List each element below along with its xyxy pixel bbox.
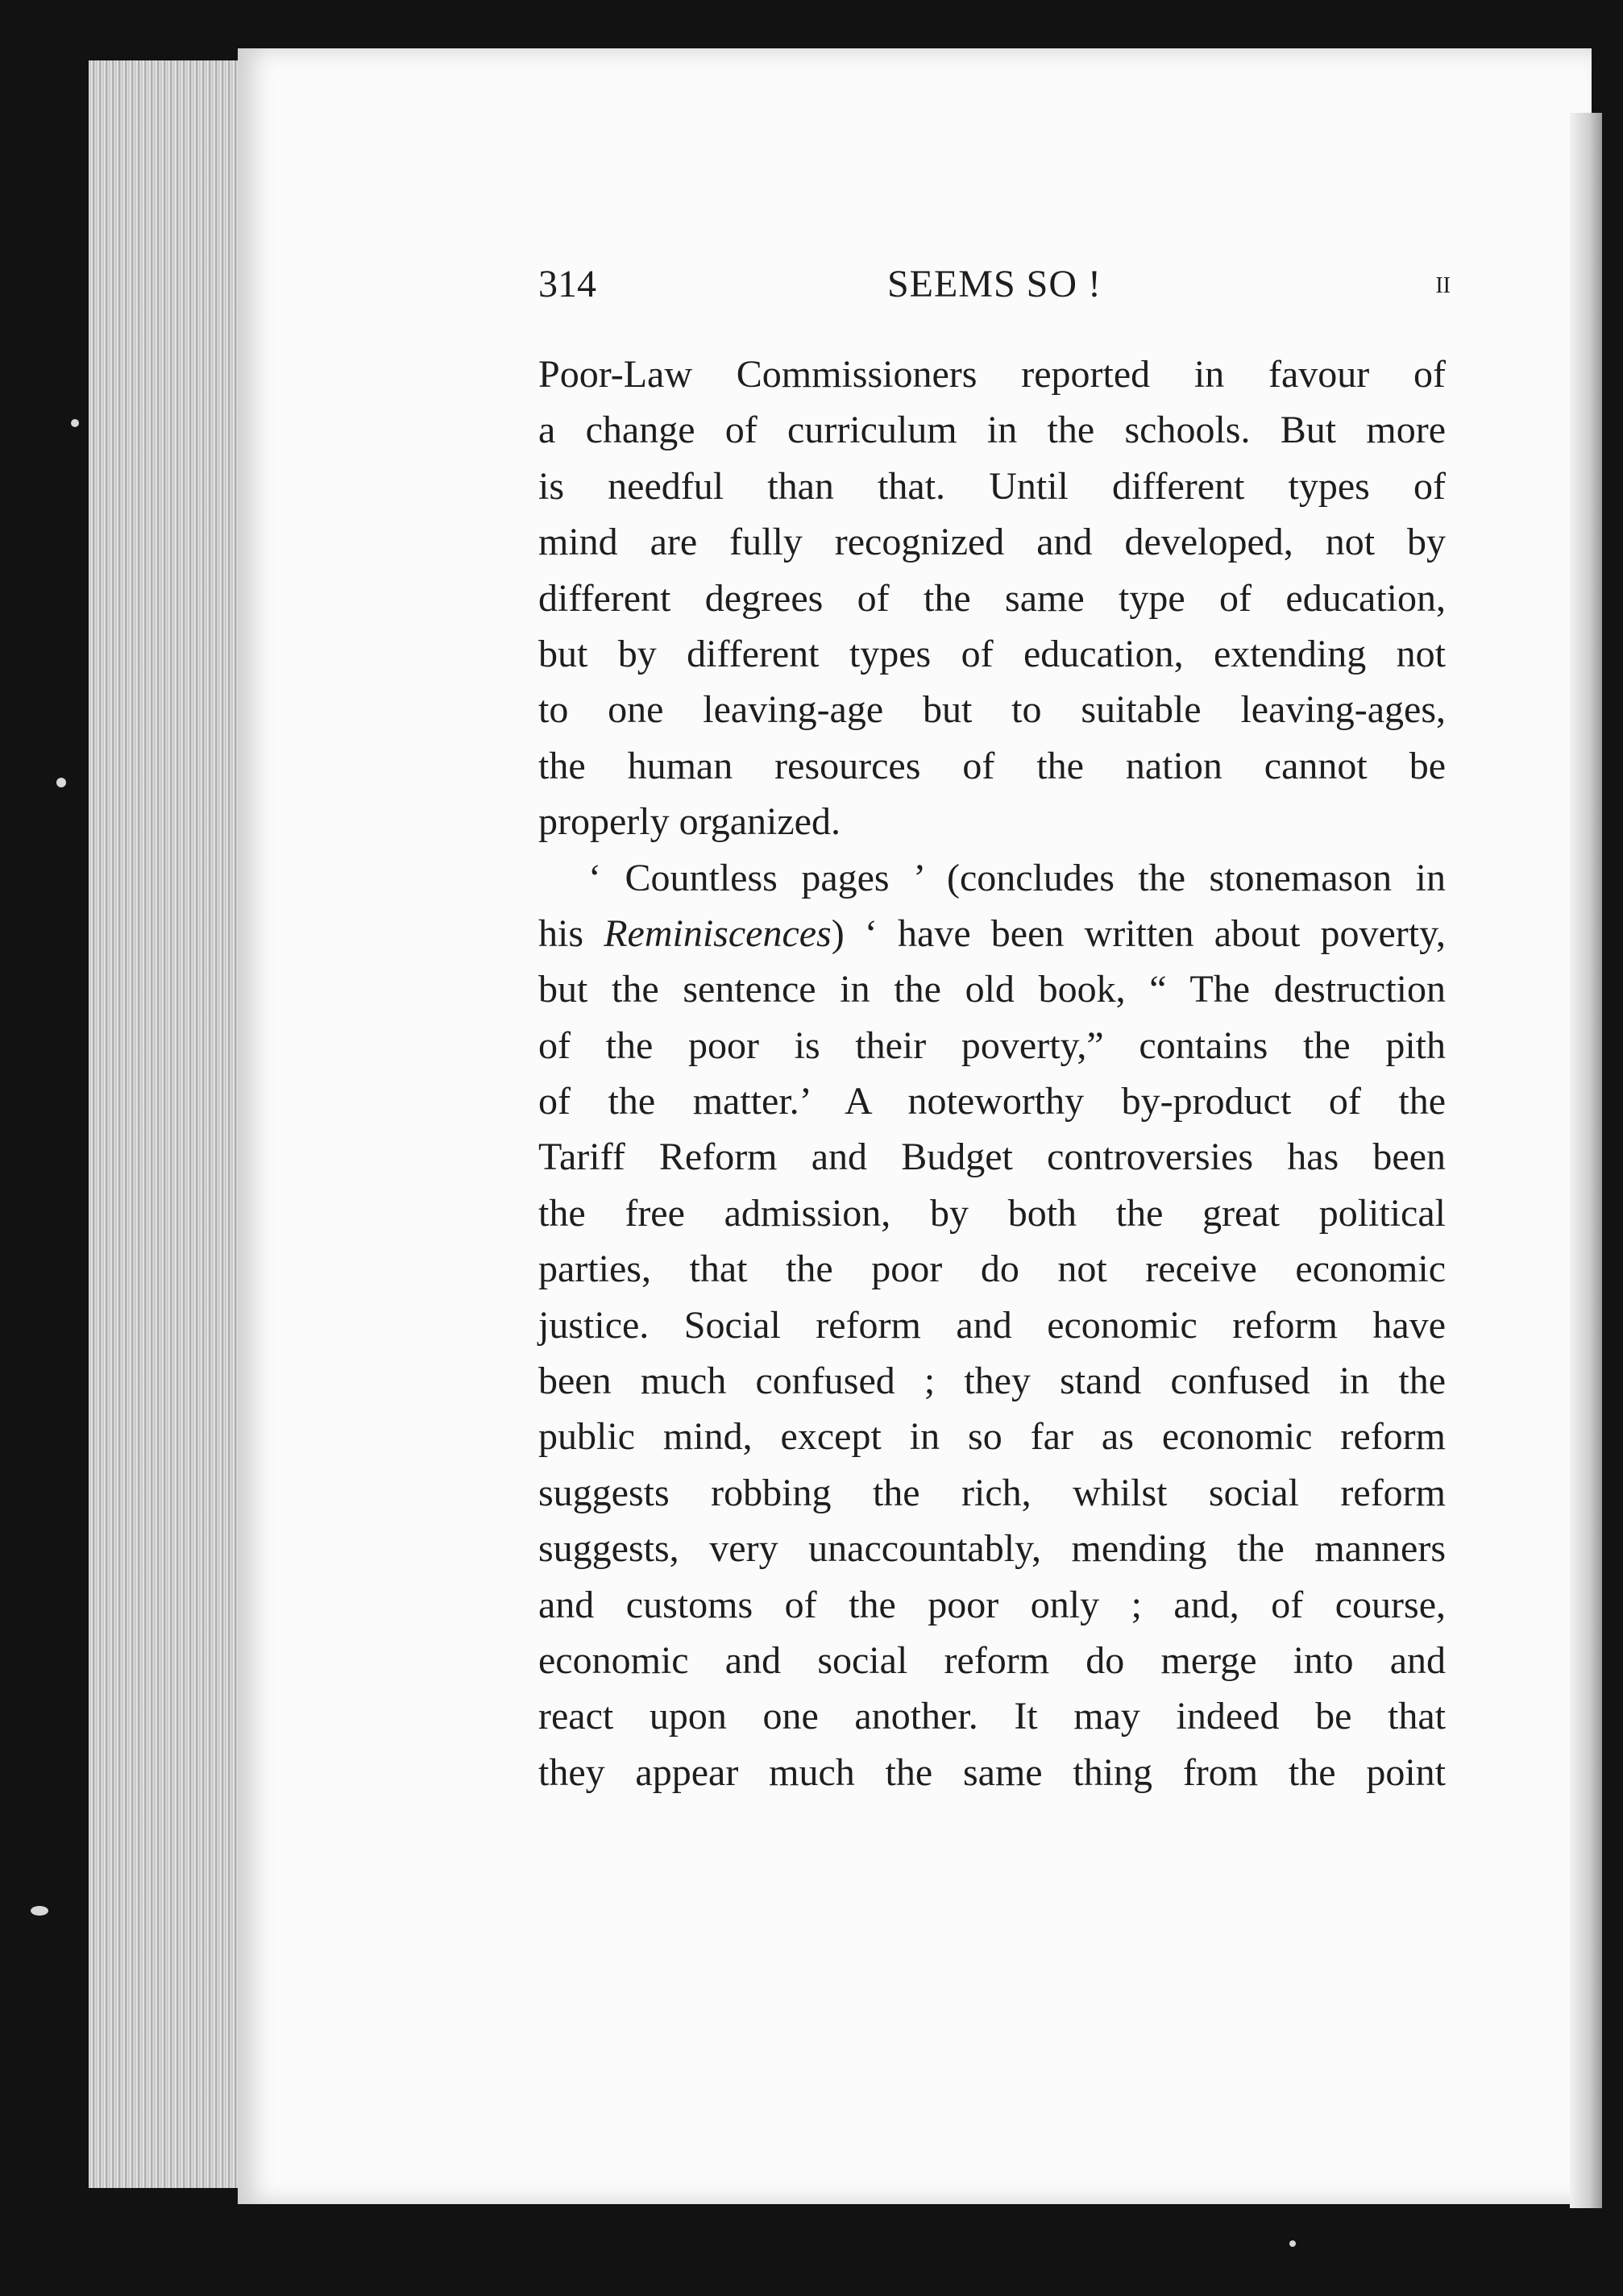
page-header [538, 262, 1451, 318]
dust-speck [1289, 2240, 1296, 2247]
text-line: Tariff Reform and Budget controversies has been [538, 1136, 1446, 1179]
italic-title: Reminiscences [604, 911, 832, 955]
text-line: parties, that the poor do not receive economic [538, 1248, 1446, 1291]
text-line: properly organized. [538, 800, 841, 844]
dust-speck [56, 778, 66, 787]
text-line: and customs of the poor only ; and, of course, [538, 1583, 1446, 1626]
text-line: is needful than that. Until different types of [538, 464, 1446, 508]
dust-speck [71, 419, 79, 427]
running-head: SEEMS SO ! [886, 263, 1102, 305]
text-line: the human resources of the nation cannot be [538, 744, 1446, 787]
text-line: economic and social reform do merge into and [538, 1638, 1446, 1682]
text-line: of the poor is their poverty,” contains the pith [538, 1023, 1446, 1067]
page-number: 314 [538, 263, 596, 305]
text-line: been much confused ; they stand confused in the [538, 1360, 1446, 1403]
text-line: mind are fully recognized and developed, not by [538, 521, 1446, 564]
text-line: suggests, very unaccountably, mending the manners [538, 1527, 1446, 1571]
text-line: public mind, except in so far as economic reform [538, 1415, 1446, 1459]
text-line: they appear much the same thing from the point [538, 1750, 1446, 1794]
text-line: to one leaving-age but to suitable leaving-ages, [538, 688, 1446, 732]
page-edges [89, 60, 250, 2188]
dust-speck [31, 1906, 48, 1916]
text-line: but by different types of education, extending not [538, 632, 1446, 675]
paragraph [538, 347, 1446, 850]
text-run: ) ‘ have been written about poverty, [831, 911, 1447, 955]
text-line [538, 906, 1446, 961]
text-line: the free admission, by both the great political [538, 1191, 1446, 1235]
page-gutter [1570, 113, 1602, 2208]
text-line: justice. Social reform and economic reform have [538, 1303, 1446, 1347]
text-line: suggests robbing the rich, whilst social reform [538, 1471, 1446, 1514]
text-line: but the sentence in the old book, “ The destruction [538, 968, 1446, 1011]
signature-mark: II [1435, 273, 1451, 298]
text-line: different degrees of the same type of education, [538, 576, 1446, 620]
body-text [538, 347, 1446, 1800]
text-run: his [538, 911, 604, 955]
paragraph [538, 850, 1446, 1801]
text-line: ‘ Countless pages ’ (concludes the stonemason in [588, 856, 1446, 899]
text-line: Poor-Law Commissioners reported in favour of [538, 353, 1446, 396]
text-line: a change of curriculum in the schools. But more [538, 409, 1446, 452]
text-line: of the matter.’ A noteworthy by-product of the [538, 1080, 1446, 1123]
text-line: react upon one another. It may indeed be that [538, 1695, 1446, 1738]
